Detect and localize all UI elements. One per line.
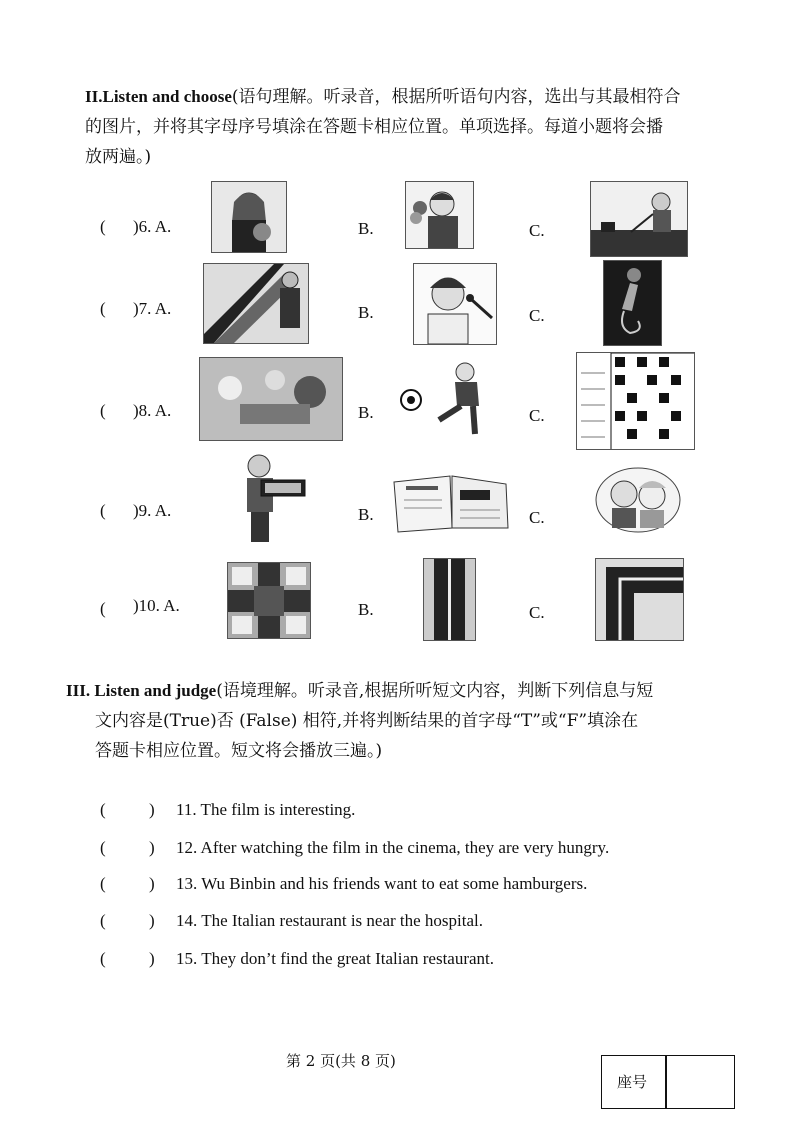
section-2-line3: 放两遍。)	[85, 147, 152, 167]
q14-close-paren: )	[149, 911, 155, 930]
turning-road-picture[interactable]	[595, 558, 684, 641]
q10-option-c-label: C.	[529, 603, 545, 622]
q13-statement: 13. Wu Binbin and his friends want to eat some hamburgers.	[176, 874, 588, 893]
section-3-line1: (语境理解。听录音,根据所听短文内容，判断下列信息与短	[216, 681, 654, 701]
q15-open-paren[interactable]: (	[100, 949, 106, 968]
section-3-line3: 答题卡相应位置。短文将会播放三遍。)	[95, 741, 383, 761]
q8-option-c-label: C.	[529, 406, 545, 425]
q14-open-paren[interactable]: (	[100, 911, 106, 930]
q10-label: )10. A.	[133, 596, 180, 615]
section-2-line2: 的图片，并将其字母序号填涂在答题卡相应位置。单项选择。每道小题将会播	[85, 117, 663, 137]
family-at-table-picture[interactable]	[199, 357, 343, 441]
seat-number-box	[601, 1055, 735, 1109]
page-number: 第 2 页(共 8 页)	[286, 1052, 396, 1070]
straight-road-picture[interactable]	[423, 558, 476, 641]
q6-option-c-label: C.	[529, 221, 545, 240]
section-3-title: III. Listen and judge	[66, 681, 217, 700]
q12-close-paren: )	[149, 838, 155, 857]
q11-statement: 11. The film is interesting.	[176, 800, 356, 819]
q7-option-b-label: B.	[358, 303, 374, 322]
q9-option-b-label: B.	[358, 505, 374, 524]
q15-close-paren: )	[149, 949, 155, 968]
boy-with-tablet-picture[interactable]	[231, 452, 307, 544]
section-2-instructions	[85, 82, 725, 172]
section-2-title: II.Listen and choose	[85, 87, 232, 106]
q11-open-paren[interactable]: (	[100, 800, 106, 819]
q10-option-b-label: B.	[358, 600, 374, 619]
boy-with-flowers-picture[interactable]	[405, 181, 474, 249]
q9-label: )9. A.	[133, 501, 172, 520]
open-book-picture[interactable]	[390, 472, 512, 534]
q9-open-paren[interactable]: (	[100, 501, 106, 520]
crossword-puzzle-picture[interactable]	[576, 352, 695, 450]
q6-label: )6. A.	[133, 217, 172, 236]
q7-label: )7. A.	[133, 299, 172, 318]
section-3-instructions	[66, 676, 731, 766]
boy-singing-picture[interactable]	[413, 263, 497, 345]
seat-number-field[interactable]	[667, 1056, 734, 1108]
q7-option-c-label: C.	[529, 306, 545, 325]
q9-option-c-label: C.	[529, 508, 545, 527]
q8-open-paren[interactable]: (	[100, 401, 106, 420]
q15-statement: 15. They don’t find the great Italian restaurant.	[176, 949, 495, 968]
seat-label: 座号	[617, 1073, 648, 1091]
q12-statement: 12. After watching the film in the cinema, they are very hungry.	[176, 838, 610, 857]
girl-fishing-picture[interactable]	[590, 181, 688, 257]
q7-open-paren[interactable]: (	[100, 299, 106, 318]
q8-option-b-label: B.	[358, 403, 374, 422]
q11-close-paren: )	[149, 800, 155, 819]
girl-with-cat-picture[interactable]	[211, 181, 287, 253]
crossroads-picture[interactable]	[227, 562, 311, 639]
q6-option-b-label: B.	[358, 219, 374, 238]
section-3-line2: 文内容是(True)否 (False) 相符,并将判断结果的首字母“T”或“F”填涂在	[95, 711, 639, 731]
man-dancing-picture[interactable]	[603, 260, 662, 346]
q10-open-paren[interactable]: (	[100, 599, 106, 618]
q14-statement: 14. The Italian restaurant is near the hospital.	[176, 911, 484, 930]
section-2-line1: (语句理解。听录音，根据所听语句内容，选出与其最相符合	[231, 87, 681, 107]
q13-open-paren[interactable]: (	[100, 874, 106, 893]
q8-label: )8. A.	[133, 401, 172, 420]
boy-playing-football-picture[interactable]	[399, 360, 500, 439]
q6-open-paren[interactable]: (	[100, 217, 106, 236]
q13-close-paren: )	[149, 874, 155, 893]
man-at-escalator-picture[interactable]	[203, 263, 309, 344]
grandparents-picture[interactable]	[594, 466, 683, 535]
q12-open-paren[interactable]: (	[100, 838, 106, 857]
